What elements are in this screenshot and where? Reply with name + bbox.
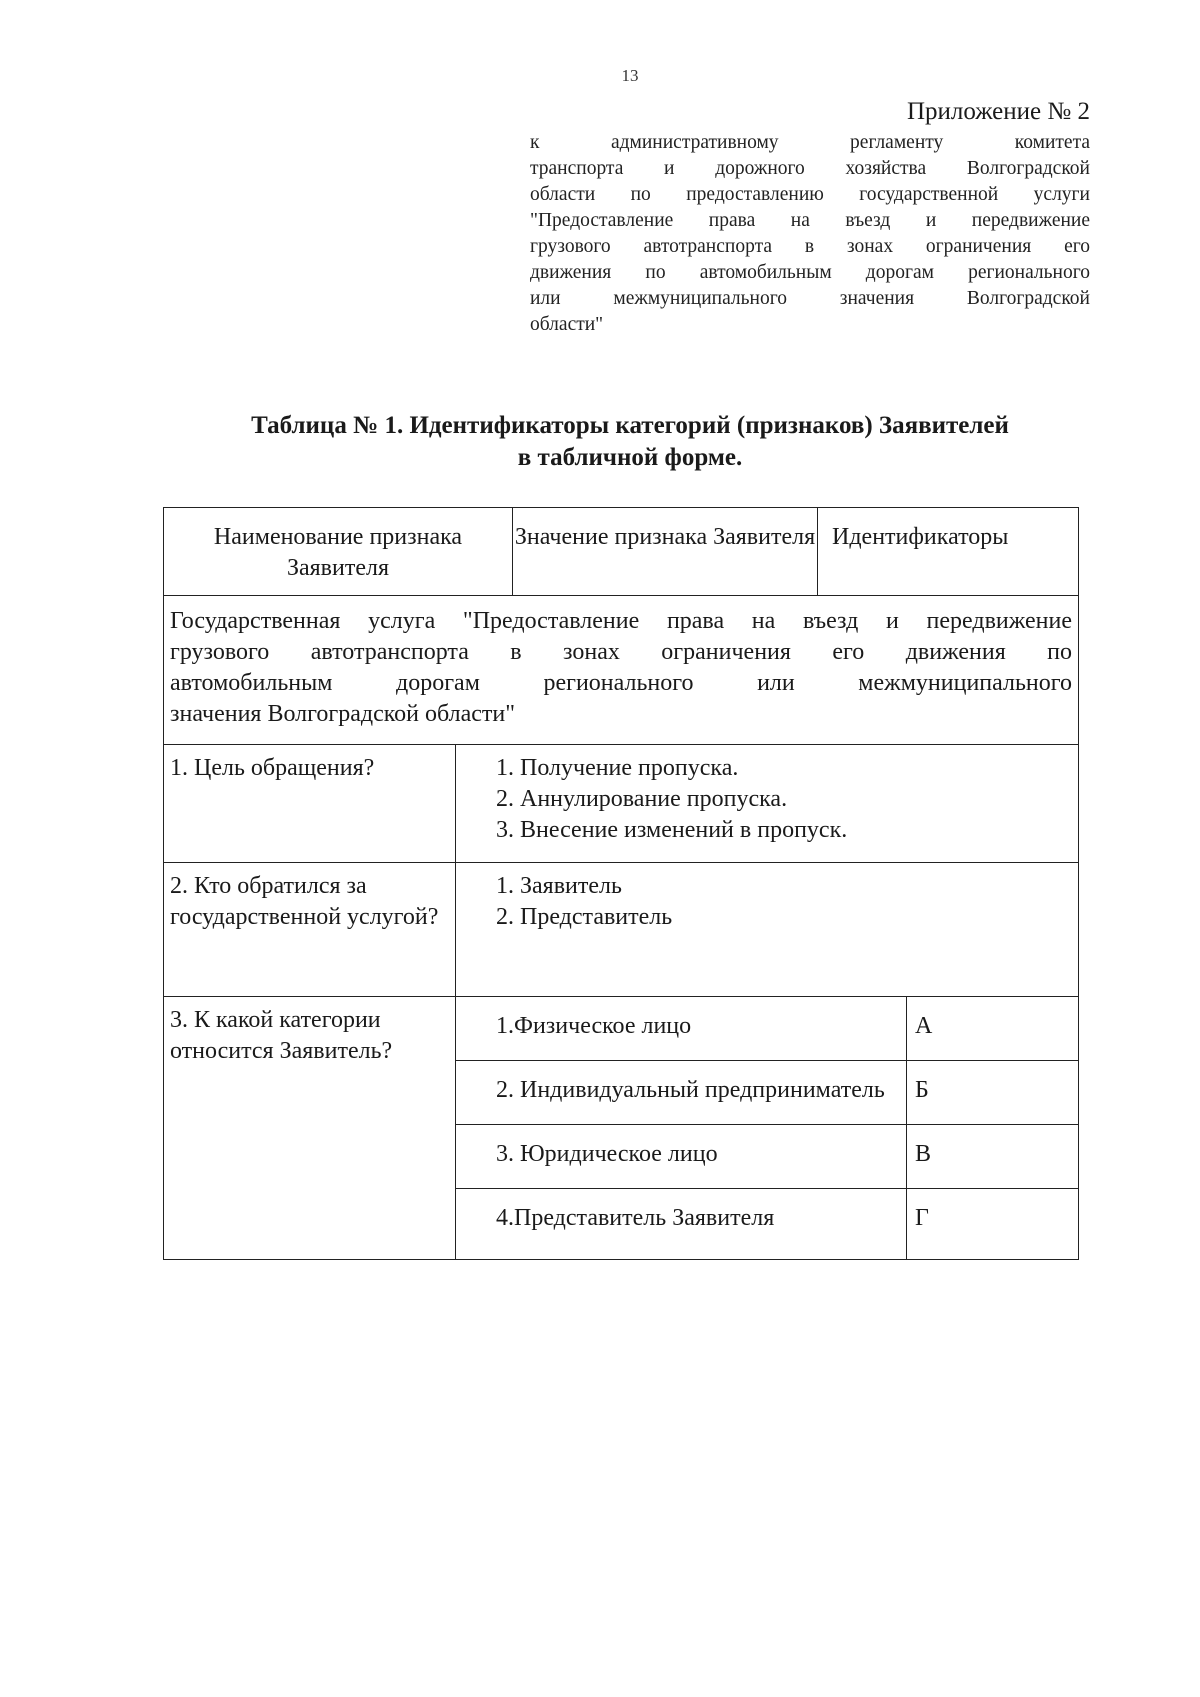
appendix-text [530,130,1090,338]
category-option: 2. Индивидуальный предприниматель [456,1061,907,1125]
question-cell: 1. Цель обращения? [164,745,456,863]
appendix-title: Приложение № 2 [906,98,1090,125]
category-id: Б [907,1061,1079,1125]
answer-item: 2. Представитель [496,904,673,930]
category-id: А [907,997,1079,1061]
appendix-line: или межмуниципального значения Волгоградской [530,288,1090,309]
header-name: Наименование признака Заявителя [164,508,513,596]
page-number: 13 [621,66,639,85]
appendix-line: области" [530,314,604,335]
service-line: автомобильным дорогам регионального или межмуниципального [170,670,1073,696]
appendix-line: области по предоставлению государственной услуги [530,184,1090,205]
answer-cell [456,863,1079,997]
table-row [164,745,1079,863]
category-id: В [907,1125,1079,1189]
service-line: грузового автотранспорта в зонах ограничения его движения по [170,639,1073,665]
header-identifiers: Идентификаторы [818,508,1079,596]
table-header-row [164,508,1079,596]
answer-cell [456,745,1079,863]
identifiers-table [163,507,1079,1260]
appendix-line: грузового автотранспорта в зонах ограничения его [530,236,1090,257]
answer-item: 2. Аннулирование пропуска. [496,786,788,812]
table-title [150,410,1110,474]
service-line: значения Волгоградской области" [170,701,516,727]
appendix-line: к административному регламенту комитета [530,132,1090,153]
table-row [164,863,1079,997]
appendix-line: движения по автомобильным дорогам регионального [530,262,1090,283]
category-option: 1.Физическое лицо [456,997,907,1061]
answer-item: 3. Внесение изменений в пропуск. [496,817,848,843]
category-option: 4.Представитель Заявителя [456,1189,907,1260]
appendix-block [530,96,1090,338]
service-row [164,596,1079,745]
question-cell: 2. Кто обратился за государственной услугой? [164,863,456,997]
service-line: Государственная услуга "Предоставление права на въезд и передвижение [170,608,1073,634]
table-row [164,997,1079,1061]
table-title-line: Таблица № 1. Идентификаторы категорий (признаков) Заявителей [251,412,1009,439]
appendix-line: "Предоставление права на въезд и передвижение [530,210,1090,231]
question-cell: 3. К какой категории относится Заявитель? [164,997,456,1260]
header-value: Значение признака Заявителя [513,508,818,596]
category-option: 3. Юридическое лицо [456,1125,907,1189]
answer-item: 1. Заявитель [496,873,622,899]
table-title-line: в табличной форме. [517,444,743,471]
appendix-line: транспорта и дорожного хозяйства Волгоградской [530,158,1090,179]
service-cell [164,596,1079,745]
answer-item: 1. Получение пропуска. [496,755,739,781]
category-id: Г [907,1189,1079,1260]
